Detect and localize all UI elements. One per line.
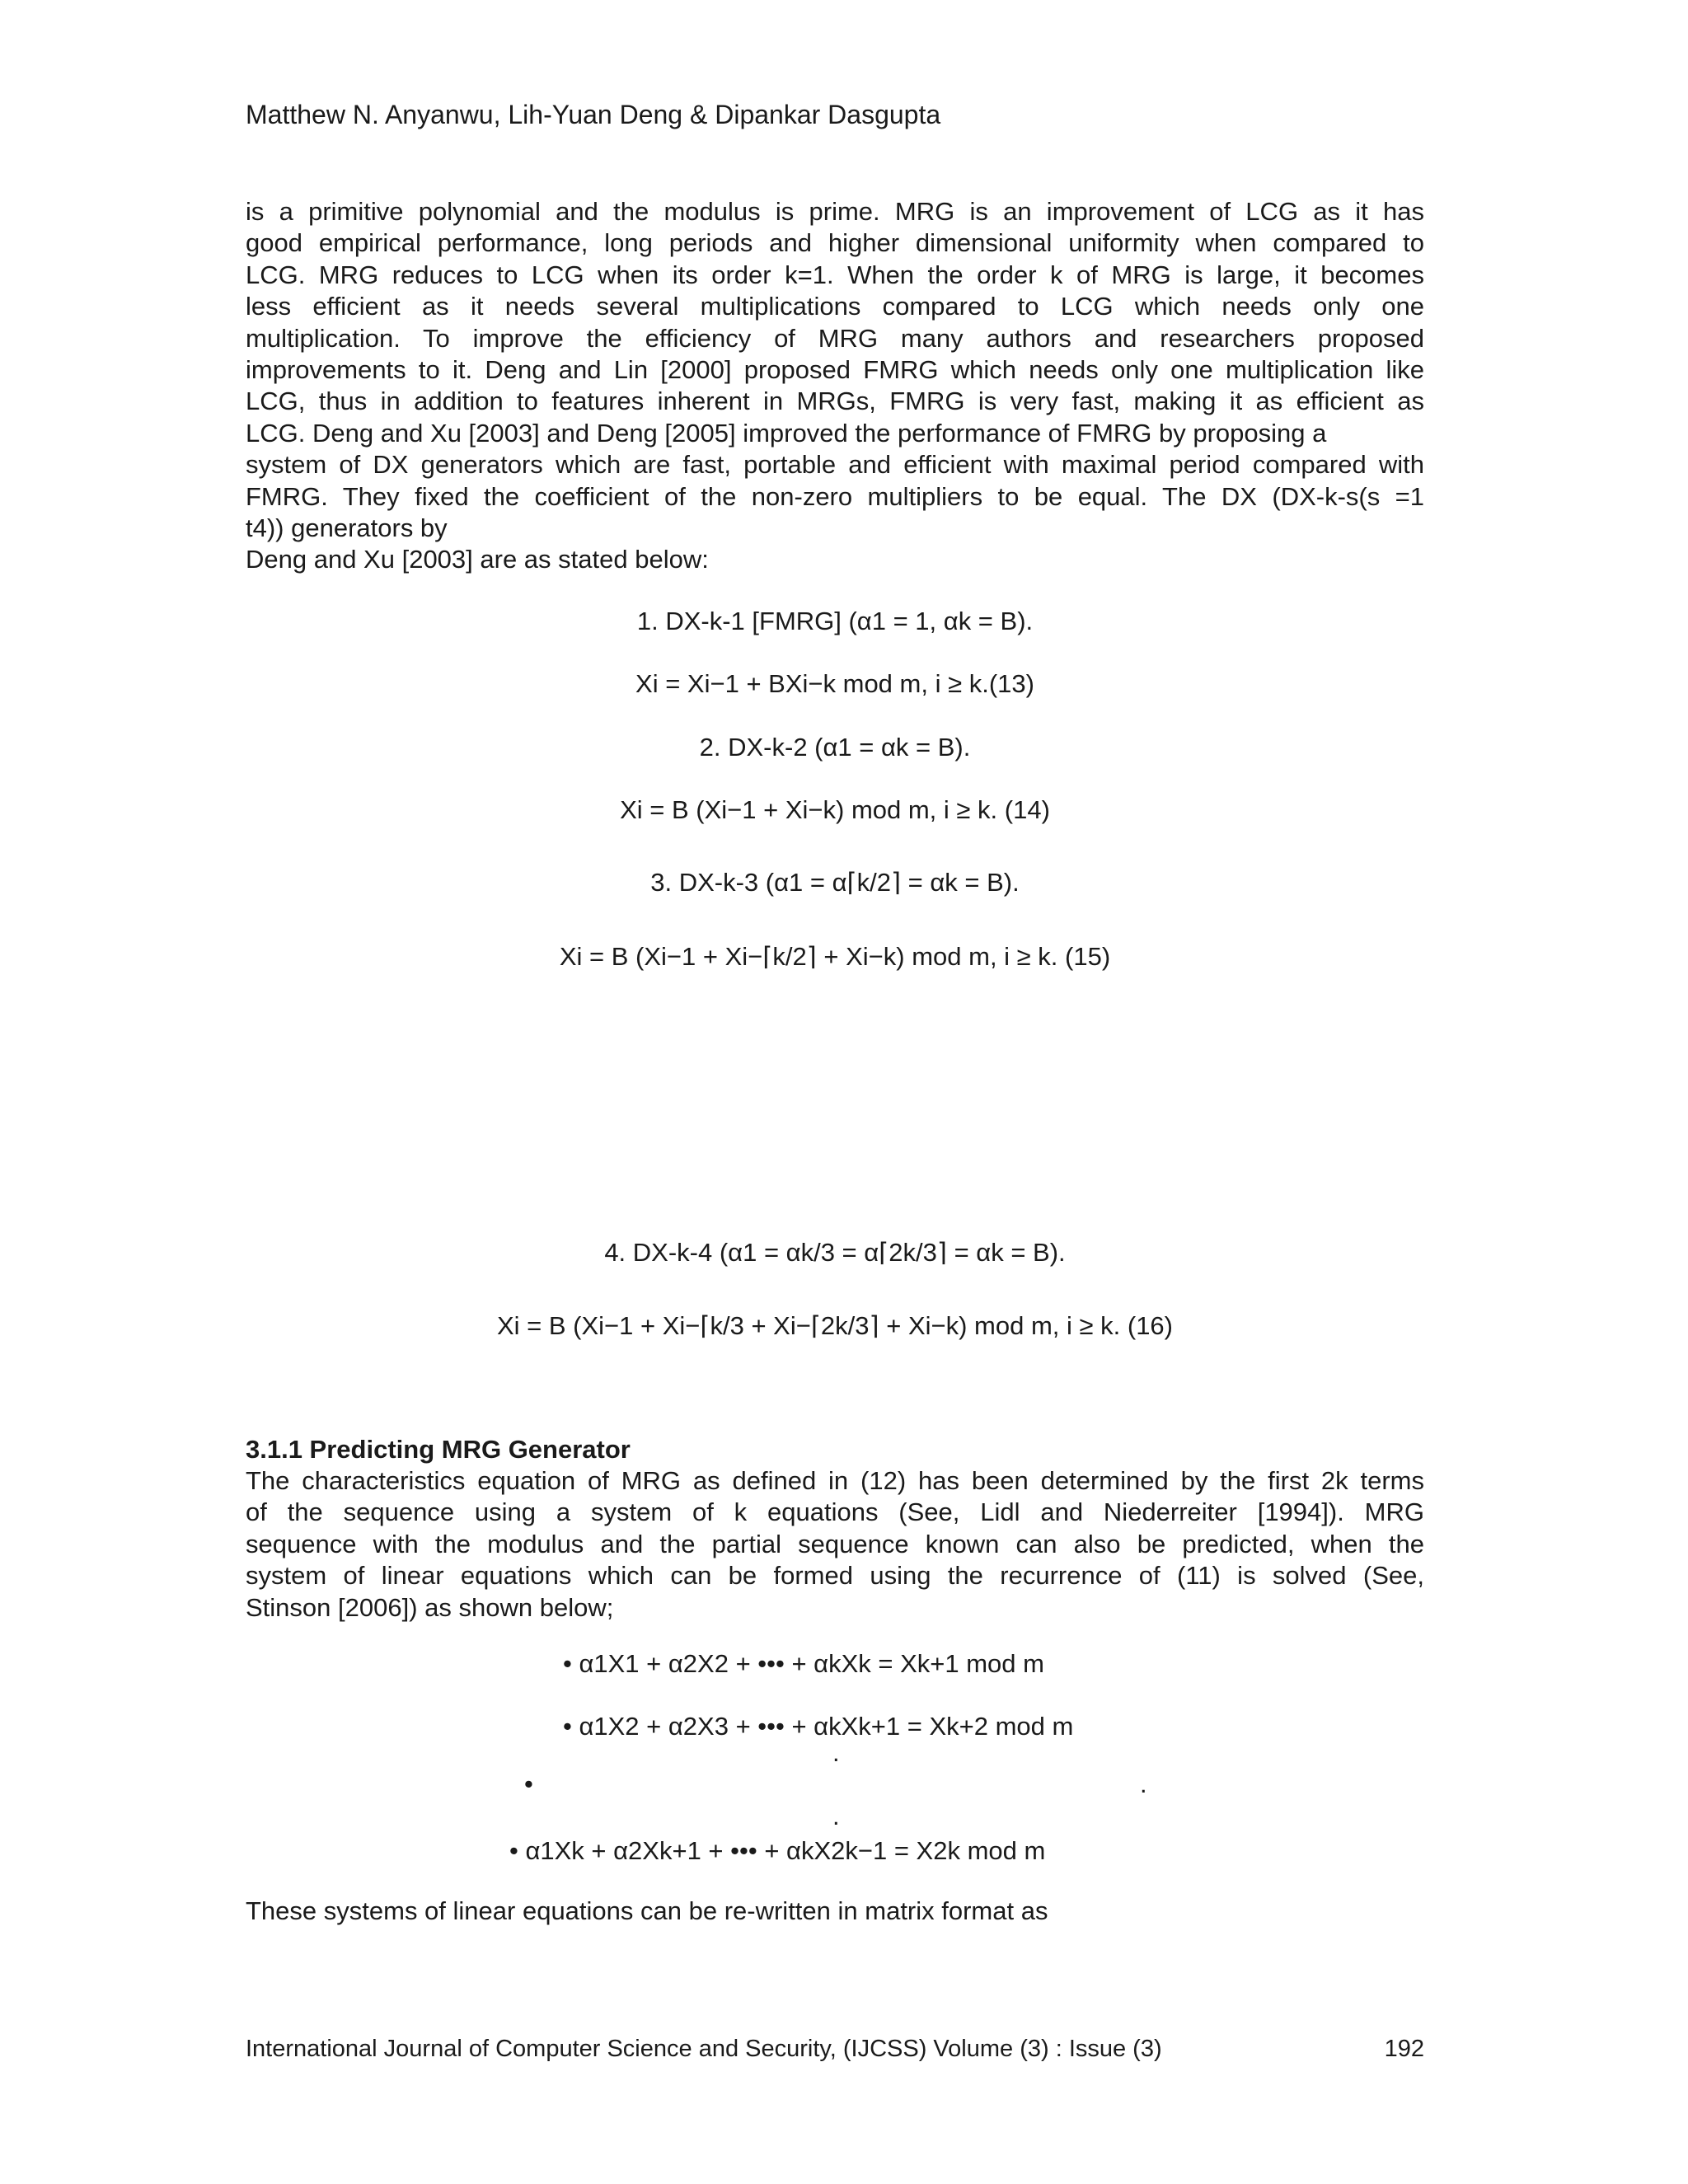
equation-15: Xi = B (Xi−1 + Xi−⌈k/2⌉ + Xi−k) mod m, i ≥ k. (15): [559, 942, 1111, 971]
system-equation-1: • α1X1 + α2X2 + ••• + αkXk = Xk+1 mod m: [563, 1649, 1044, 1678]
journal-citation: International Journal of Computer Science and Security, (IJCSS) Volume (3) : Issue (3): [246, 2036, 1162, 2062]
ellipsis-dot: .: [1140, 1769, 1147, 1798]
equation-14: Xi = B (Xi−1 + Xi−k) mod m, i ≥ k. (14): [620, 795, 1050, 824]
text-line: multiplication. To improve the efficiency of MRG many authors and researchers proposed: [246, 323, 1424, 353]
closing-text: These systems of linear equations can be re-written in matrix format as: [246, 1896, 1048, 1925]
text-line: t4)) generators by: [246, 513, 448, 543]
text-line: The characteristics equation of MRG as defined in (12) has been determined by the first 2k terms: [246, 1466, 1424, 1495]
page-number: 192: [1384, 2036, 1424, 2062]
text-line: system of DX generators which are fast, portable and efficient with maximal period compared with: [246, 450, 1424, 480]
text-line: Stinson [2006]) as shown below;: [246, 1592, 614, 1622]
generator-4-label: 4. DX-k-4 (α1 = αk/3 = α⌈2k/3⌉ = αk = B).: [604, 1238, 1066, 1267]
text-line: FMRG. They fixed the coefficient of the non-zero multipliers to be equal. The DX (DX-k-s(s =1: [246, 481, 1424, 511]
generator-2-label: 2. DX-k-2 (α1 = αk = B).: [699, 733, 971, 762]
text-line: sequence with the modulus and the partial sequence known can also be predicted, when the: [246, 1529, 1424, 1558]
text-line: good empirical performance, long periods and higher dimensional uniformity when compared to: [246, 228, 1424, 258]
text-line: is a primitive polynomial and the modulus is prime. MRG is an improvement of LCG as it has: [246, 197, 1424, 226]
text-line: less efficient as it needs several multiplications compared to LCG which needs only one: [246, 292, 1424, 321]
text-line: LCG, thus in addition to features inherent in MRGs, FMRG is very fast, making it as efficient as: [246, 387, 1424, 416]
intro-paragraph: [246, 196, 1424, 576]
generator-3-label: 3. DX-k-3 (α1 = α⌈k/2⌉ = αk = B).: [650, 868, 1020, 897]
generator-1-label: 1. DX-k-1 [FMRG] (α1 = 1, αk = B).: [636, 607, 1034, 635]
text-line: Deng and Xu [2003] are as stated below:: [246, 545, 709, 574]
ellipsis-dot: .: [832, 1802, 840, 1830]
ellipsis-dot: .: [832, 1738, 840, 1767]
text-line: LCG. MRG reduces to LCG when its order k=1. When the order k of MRG is large, it becomes: [246, 260, 1424, 289]
system-equation-3: • α1Xk + α2Xk+1 + ••• + αkX2k−1 = X2k mod m: [509, 1836, 1046, 1865]
section-heading: 3.1.1 Predicting MRG Generator: [246, 1435, 631, 1464]
text-line: LCG. Deng and Xu [2003] and Deng [2005] improved the performance of FMRG by proposing a: [246, 418, 1327, 448]
equation-13: Xi = Xi−1 + BXi−k mod m, i ≥ k.(13): [635, 669, 1034, 698]
running-header: Matthew N. Anyanwu, Lih-Yuan Deng & Dipankar Dasgupta: [246, 100, 941, 129]
text-line: improvements to it. Deng and Lin [2000] proposed FMRG which needs only one multiplication like: [246, 355, 1424, 385]
system-equation-2: • α1X2 + α2X3 + ••• + αkXk+1 = Xk+2 mod m: [563, 1712, 1074, 1741]
text-line: system of linear equations which can be formed using the recurrence of (11) is solved (See,: [246, 1561, 1424, 1591]
ellipsis-bullet: •: [524, 1769, 533, 1798]
equation-16: Xi = B (Xi−1 + Xi−⌈k/3 + Xi−⌈2k/3⌉ + Xi−k) mod m, i ≥ k. (16): [496, 1311, 1174, 1340]
text-line: of the sequence using a system of k equations (See, Lidl and Niederreiter [1994]). MRG: [246, 1497, 1424, 1527]
section-paragraph: [246, 1465, 1424, 1624]
